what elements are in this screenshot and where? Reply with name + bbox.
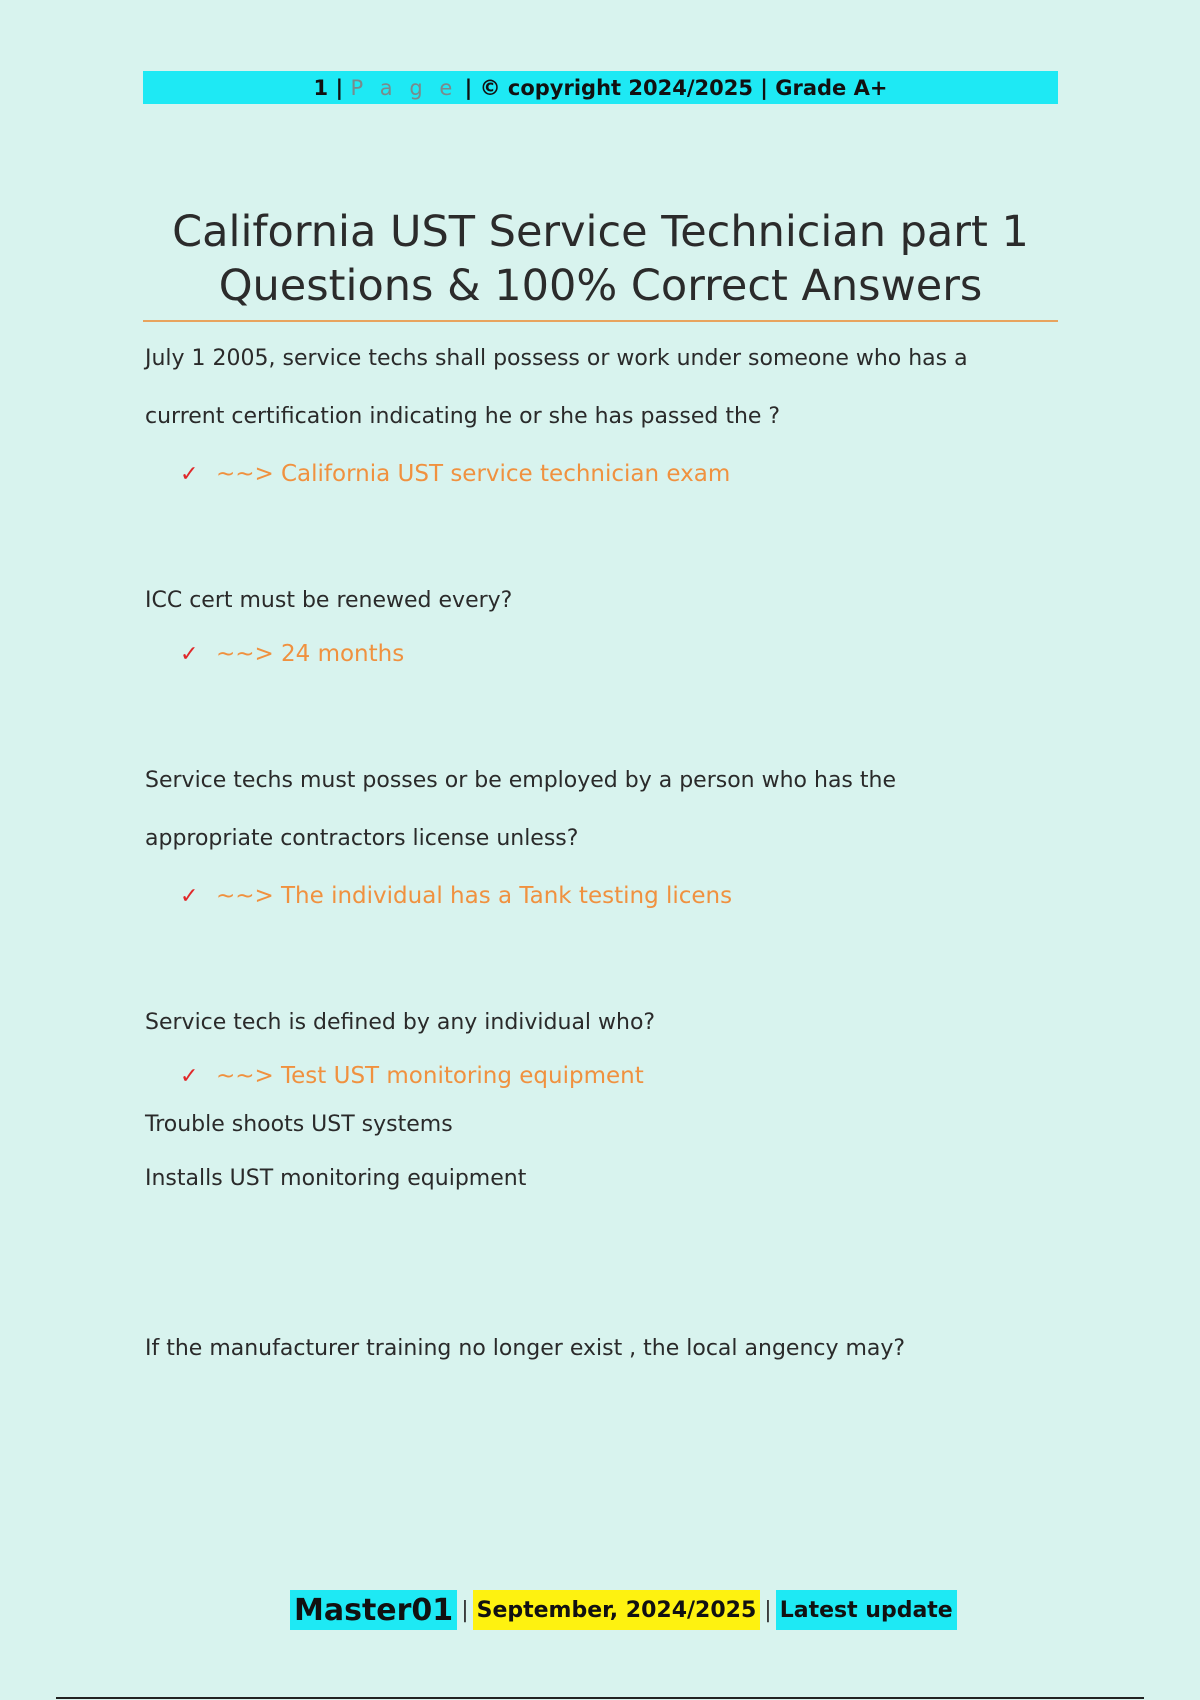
title-underline bbox=[143, 320, 1058, 322]
page-header-bar bbox=[143, 71, 1058, 104]
qa-content bbox=[145, 330, 1045, 1378]
question-line: ICC cert must be renewed every? bbox=[145, 588, 513, 613]
title-line-2: Questions & 100% Correct Answers bbox=[218, 261, 983, 311]
answer-text: California UST service technician exam bbox=[281, 461, 731, 487]
header-separator: | bbox=[457, 75, 480, 100]
arrow-marker: ~~> bbox=[216, 1063, 274, 1089]
header-separator: | bbox=[752, 75, 776, 100]
question-line: Service techs must posses or be employed by a person who has the bbox=[145, 768, 896, 793]
answer-extra-line: Trouble shoots UST systems bbox=[145, 1112, 453, 1137]
question-line: current certification indicating he or she has passed the ? bbox=[145, 404, 781, 429]
footer-brand: Master01 bbox=[290, 1590, 457, 1630]
footer-separator: | bbox=[461, 1597, 469, 1623]
qa-item bbox=[145, 572, 1045, 674]
answer-row bbox=[145, 634, 1045, 674]
qa-item bbox=[145, 330, 1045, 494]
header-copyright: © copyright 2024/2025 bbox=[479, 75, 753, 100]
footer-date: September, 2024/2025 bbox=[473, 1590, 761, 1630]
document-title bbox=[143, 205, 1058, 313]
arrow-marker: ~~> bbox=[216, 461, 274, 487]
answer-row bbox=[145, 454, 1045, 494]
bottom-divider bbox=[56, 1697, 1144, 1699]
answer-text: 24 months bbox=[281, 641, 405, 667]
arrow-marker: ~~> bbox=[216, 641, 274, 667]
header-page-number: 1 bbox=[313, 75, 329, 100]
page-footer bbox=[290, 1590, 957, 1630]
question-line: If the manufacturer training no longer exist , the local angency may? bbox=[145, 1336, 906, 1361]
header-page-word: P a g e bbox=[350, 75, 458, 100]
checkmark-icon: ✓ bbox=[180, 883, 199, 909]
checkmark-icon: ✓ bbox=[180, 461, 199, 487]
footer-separator: | bbox=[764, 1597, 772, 1623]
title-line-1: California UST Service Technician part 1 bbox=[172, 207, 1029, 257]
answer-text: Test UST monitoring equipment bbox=[281, 1063, 644, 1089]
checkmark-icon: ✓ bbox=[180, 1063, 199, 1089]
header-separator: | bbox=[328, 75, 351, 100]
question-line: appropriate contractors license unless? bbox=[145, 826, 579, 851]
header-grade: Grade A+ bbox=[775, 75, 888, 100]
checkmark-icon: ✓ bbox=[180, 641, 199, 667]
arrow-marker: ~~> bbox=[216, 883, 274, 909]
answer-row bbox=[145, 1056, 1045, 1096]
qa-item bbox=[145, 752, 1045, 916]
question-line: Service tech is defined by any individual who? bbox=[145, 1010, 656, 1035]
answer-row bbox=[145, 876, 1045, 916]
qa-item bbox=[145, 994, 1045, 1222]
question-line: July 1 2005, service techs shall possess or work under someone who has a bbox=[145, 346, 968, 371]
footer-update: Latest update bbox=[776, 1590, 957, 1630]
qa-item bbox=[145, 1320, 1045, 1378]
answer-text: The individual has a Tank testing licens bbox=[281, 883, 733, 909]
answer-extra-line: Installs UST monitoring equipment bbox=[145, 1166, 527, 1191]
